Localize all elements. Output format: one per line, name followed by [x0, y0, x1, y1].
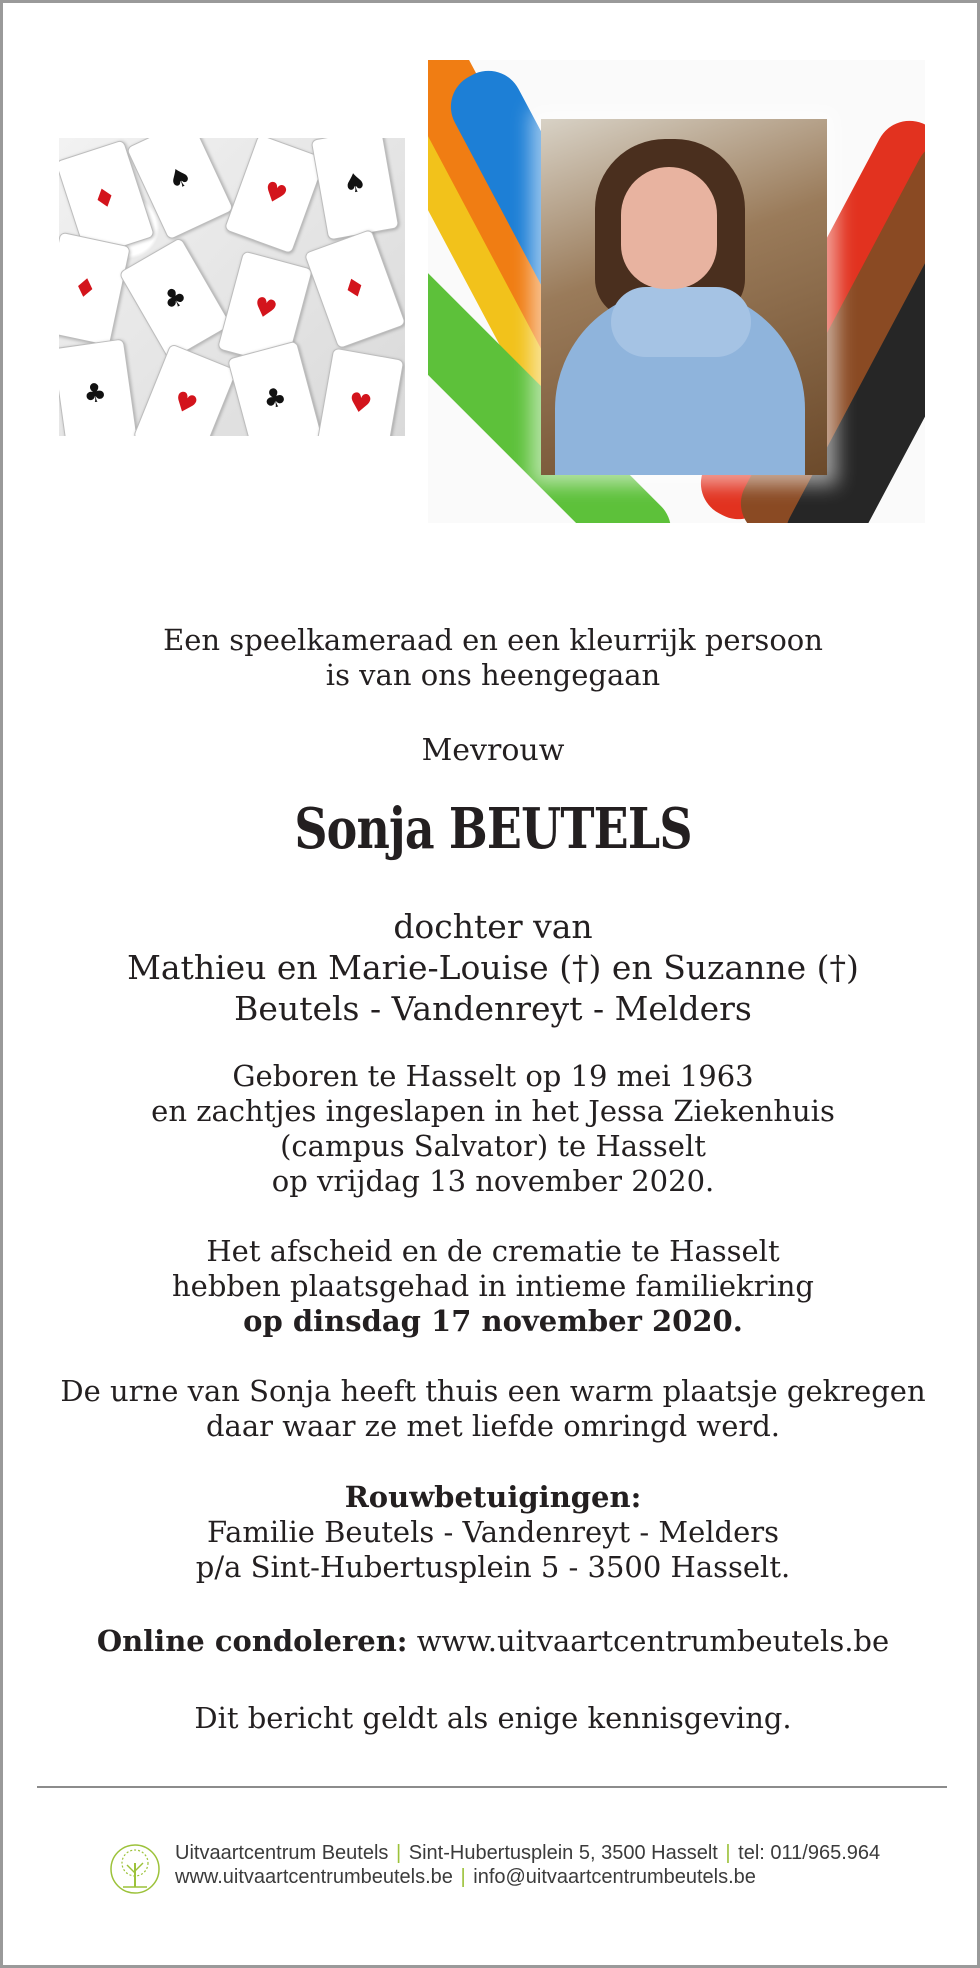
intro-line: is van ons heengegaan — [325, 658, 661, 692]
online-condolences — [3, 1624, 980, 1659]
divider — [37, 1786, 947, 1788]
footer-company: Uitvaartcentrum Beutels — [175, 1842, 389, 1864]
notice-text: Dit bericht geldt als enige kennisgeving. — [194, 1701, 792, 1735]
footer-line-1 — [175, 1841, 935, 1865]
footer-separator: | — [725, 1842, 731, 1864]
birth-death-text — [3, 1059, 980, 1199]
footer-separator: | — [460, 1866, 466, 1888]
parents-text — [3, 906, 980, 1029]
online-url[interactable]: www.uitvaartcentrumbeutels.be — [416, 1624, 890, 1658]
footer-phone[interactable]: tel: 011/965.964 — [738, 1842, 881, 1864]
footer-address: Sint-Hubertusplein 5, 3500 Hasselt — [408, 1842, 718, 1864]
urn-line: De urne van Sonja heeft thuis een warm plaatsje gekregen — [60, 1374, 926, 1408]
deceased-name: Sonja BEUTELS — [294, 796, 692, 862]
condolences-line: p/a Sint-Hubertusplein 5 - 3500 Hasselt. — [195, 1550, 791, 1584]
portrait-photo — [541, 119, 827, 475]
urn-text — [3, 1374, 980, 1444]
farewell-date: op dinsdag 17 november 2020. — [243, 1304, 743, 1338]
card-image: ♣ — [59, 338, 138, 436]
parents-line: dochter van — [393, 907, 593, 946]
urn-line: daar waar ze met liefde omringd werd. — [205, 1409, 781, 1443]
tree-logo-icon — [109, 1843, 161, 1895]
death-line: (campus Salvator) te Hasselt — [280, 1129, 706, 1163]
footer-separator: | — [395, 1842, 402, 1864]
footer-line-2 — [175, 1865, 935, 1889]
parents-line: Beutels - Vandenreyt - Melders — [234, 989, 752, 1028]
condolences-heading: Rouwbetuigingen: — [344, 1480, 642, 1514]
condolences-line: Familie Beutels - Vandenreyt - Melders — [206, 1515, 780, 1549]
salutation: Mevrouw — [421, 733, 565, 768]
farewell-line: hebben plaatsgehad in intieme familiekring — [171, 1269, 814, 1303]
intro-text — [3, 623, 980, 693]
card-image: ♥ — [224, 138, 327, 254]
portrait-collar — [611, 287, 751, 357]
parents-line: Mathieu en Marie-Louise (†) en Suzanne (†) — [127, 948, 859, 987]
playing-cards-image — [59, 138, 405, 436]
card-image: ♣ — [227, 340, 323, 436]
footer-email[interactable]: info@uitvaartcentrumbeutels.be — [473, 1866, 756, 1888]
card-image: ♦ — [59, 139, 155, 258]
card-image: ♥ — [133, 343, 238, 436]
card-image: ♦ — [59, 232, 131, 347]
online-label: Online condoleren: — [96, 1624, 408, 1658]
card-image: ♠ — [311, 138, 400, 240]
card-image: ♦ — [304, 229, 405, 349]
birth-line: Geboren te Hasselt op 19 mei 1963 — [232, 1059, 754, 1093]
death-line: en zachtjes ingeslapen in het Jessa Ziekenhuis — [151, 1094, 835, 1128]
farewell-text — [3, 1234, 980, 1339]
portrait-face — [621, 167, 717, 289]
card-image: ♠ — [126, 138, 234, 240]
footer-text — [175, 1841, 935, 1889]
card-image: ♥ — [217, 250, 313, 367]
card-image: ♥ — [316, 348, 405, 436]
condolences-text — [3, 1480, 980, 1585]
card-image: ♣ — [118, 237, 231, 361]
intro-line: Een speelkameraad en een kleurrijk persoon — [163, 623, 823, 657]
farewell-line: Het afscheid en de crematie te Hasselt — [206, 1234, 780, 1268]
footer-website[interactable]: www.uitvaartcentrumbeutels.be — [175, 1866, 453, 1888]
death-line: op vrijdag 13 november 2020. — [271, 1164, 715, 1198]
